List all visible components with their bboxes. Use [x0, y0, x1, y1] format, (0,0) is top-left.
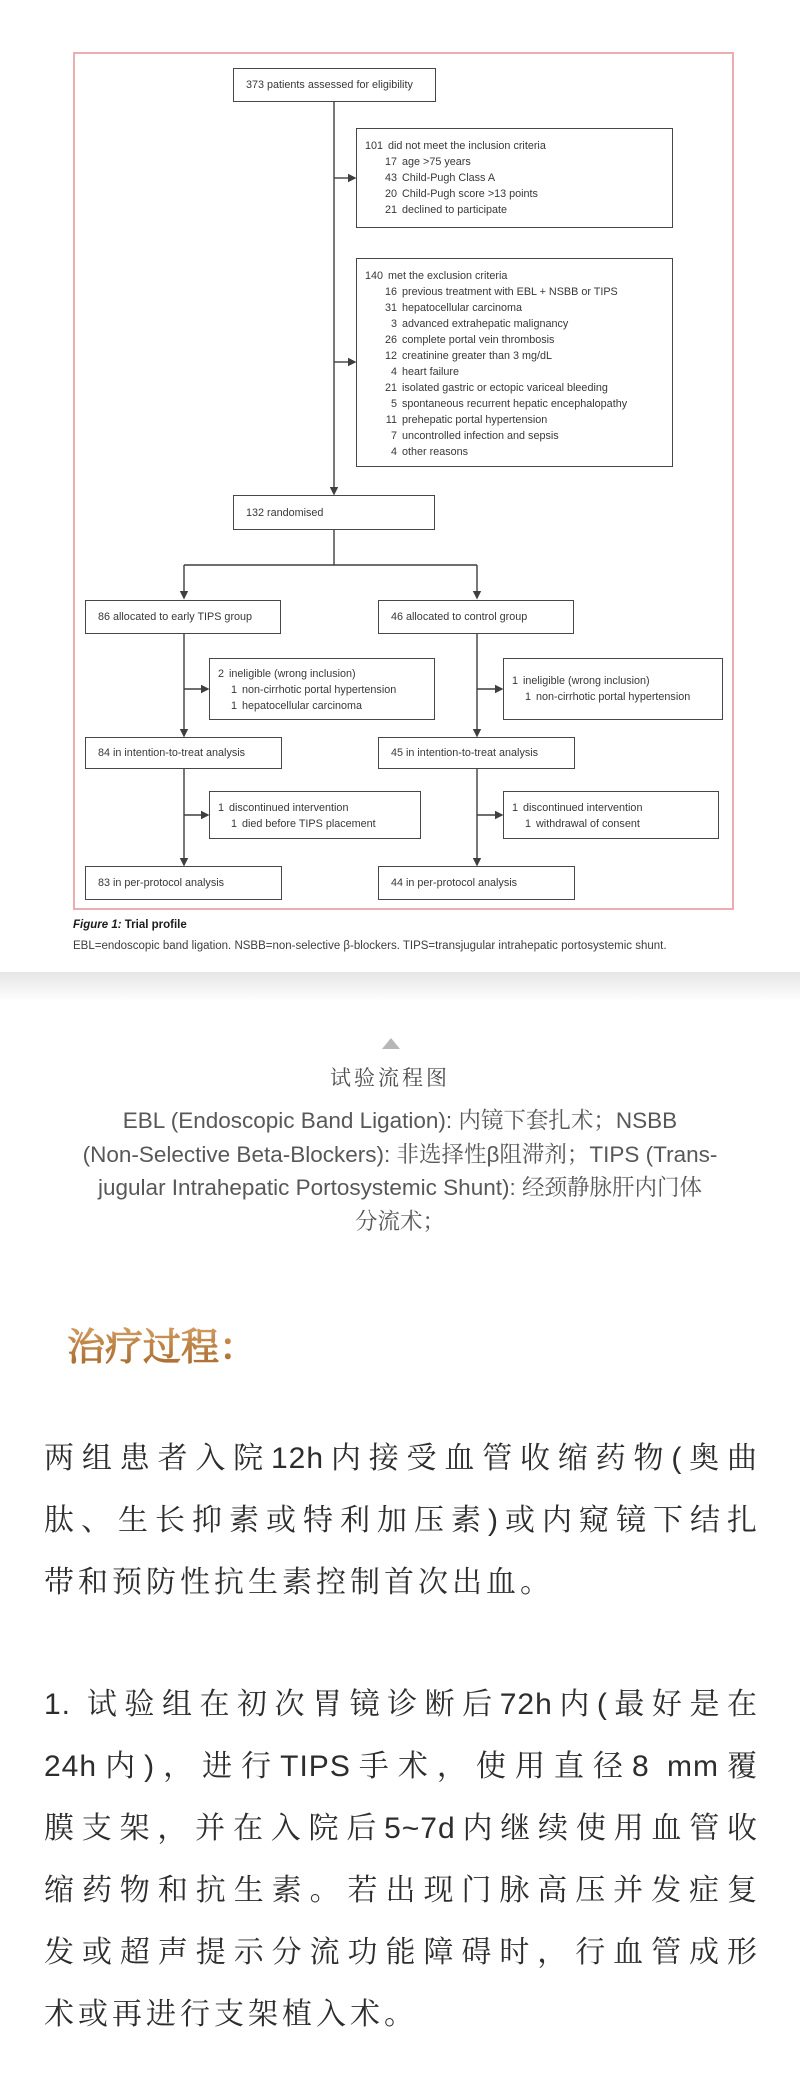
- box-allocated-control-label: 46 allocated to control group: [391, 611, 528, 623]
- stat-text: spontaneous recurrent hepatic encephalopathy: [402, 398, 628, 410]
- collapse-triangle-icon: [382, 1038, 400, 1049]
- section-heading-treatment: 治疗过程：: [67, 1316, 257, 1371]
- stat-text: withdrawal of consent: [536, 818, 640, 830]
- body-paragraph-2: [44, 1674, 758, 2046]
- stat-text: died before TIPS placement: [242, 818, 376, 830]
- stat-text: discontinued intervention: [229, 802, 349, 814]
- flowchart-box-exclusion-criteria: [356, 258, 673, 467]
- stat-text: non-cirrhotic portal hypertension: [242, 684, 397, 696]
- stat-text: previous treatment with EBL + NSBB or TIPS: [402, 286, 618, 298]
- stat-number: 1: [230, 818, 237, 830]
- stat-text: ineligible (wrong inclusion): [523, 675, 650, 687]
- flowchart-box-itt-tips: [85, 737, 282, 769]
- stat-number: 21: [384, 204, 397, 216]
- body-line: 24h内)，进行TIPS手术，使用直径8 mm覆: [44, 1750, 758, 1783]
- flowchart-box-allocated-control: [378, 600, 574, 634]
- stat-text: hepatocellular carcinoma: [242, 700, 363, 712]
- stat-text: advanced extrahepatic malignancy: [402, 318, 569, 330]
- flowchart-box-discontinued-control: [503, 791, 719, 839]
- body-paragraph-1: [44, 1428, 758, 1614]
- flowchart-box-randomised: [233, 495, 435, 530]
- stat-number: 101: [364, 140, 383, 152]
- stat-number: 17: [384, 156, 397, 168]
- stat-number: 1: [217, 802, 224, 814]
- figure-title-cn: 试验流程图: [330, 1067, 450, 1090]
- stat-text: Child-Pugh score >13 points: [402, 188, 538, 200]
- abbreviation-paragraph: [40, 1104, 760, 1238]
- stat-number: 4: [390, 366, 397, 378]
- stat-number: 2: [217, 668, 224, 680]
- stat-number: 140: [364, 270, 383, 282]
- stat-number: 1: [511, 675, 518, 687]
- stat-number: 20: [384, 188, 397, 200]
- stat-text: prehepatic portal hypertension: [402, 414, 548, 426]
- flowchart-box-assessed: [233, 68, 436, 102]
- stat-number: 1: [230, 684, 237, 696]
- stat-text: creatinine greater than 3 mg/dL: [402, 350, 553, 362]
- stat-text: Child-Pugh Class A: [402, 172, 496, 184]
- flowchart-box-ineligible-tips: [209, 658, 435, 720]
- stat-number: 3: [390, 318, 397, 330]
- abbrev-line: jugular Intrahepatic Portosystemic Shunt): 经颈静脉肝内门体: [98, 1175, 702, 1200]
- card-bottom-shadow: [0, 972, 800, 1000]
- box-itt-tips-label: 84 in intention-to-treat analysis: [98, 747, 246, 759]
- body-line: 肽、生长抑素或特利加压素)或内窥镜下结扎: [44, 1504, 758, 1537]
- figure-title: Trial profile: [124, 919, 187, 931]
- figure-trial-profile: [0, 0, 800, 1000]
- body-line: 膜支架，并在入院后5~7d内继续使用血管收: [44, 1812, 758, 1845]
- stat-text: met the exclusion criteria: [388, 270, 508, 282]
- stat-text: declined to participate: [402, 204, 508, 216]
- box-perprotocol-tips-label: 83 in per-protocol analysis: [98, 877, 225, 889]
- figure-caption-title: [73, 919, 187, 931]
- flowchart-box-perprotocol-tips: [85, 866, 282, 900]
- stat-number: 1: [230, 700, 237, 712]
- stat-text: hepatocellular carcinoma: [402, 302, 523, 314]
- flowchart-box-itt-control: [378, 737, 575, 769]
- stat-text: other reasons: [402, 446, 469, 458]
- flowchart-box-allocated-tips: [85, 600, 281, 634]
- stat-text: complete portal vein thrombosis: [402, 334, 555, 346]
- figure-number: Figure 1:: [73, 919, 122, 931]
- stat-text: ineligible (wrong inclusion): [229, 668, 356, 680]
- stat-number: 21: [384, 382, 397, 394]
- flowchart-box-ineligible-control: [503, 658, 723, 720]
- stat-number: 11: [385, 414, 397, 426]
- stat-number: 7: [390, 430, 397, 442]
- stat-number: 43: [384, 172, 397, 184]
- stat-number: 12: [384, 350, 397, 362]
- stat-number: 16: [384, 286, 397, 298]
- body-line: 1. 试验组在初次胃镜诊断后72h内(最好是在: [44, 1688, 758, 1721]
- abbrev-line: 分流术；: [354, 1208, 445, 1234]
- flowchart-box-inclusion-failures: [356, 128, 673, 228]
- stat-text: discontinued intervention: [523, 802, 643, 814]
- box-allocated-tips-label: 86 allocated to early TIPS group: [98, 611, 253, 623]
- flowchart-box-discontinued-tips: [209, 791, 421, 839]
- stat-text: did not meet the inclusion criteria: [388, 140, 546, 152]
- stat-text: age >75 years: [402, 156, 471, 168]
- stat-number: 5: [390, 398, 397, 410]
- abbrev-line: (Non-Selective Beta-Blockers): 非选择性β阻滞剂；TIPS (Trans-: [82, 1141, 718, 1167]
- stat-text: non-cirrhotic portal hypertension: [536, 691, 691, 703]
- stat-number: 1: [524, 818, 531, 830]
- box-perprotocol-control-label: 44 in per-protocol analysis: [391, 877, 518, 889]
- body-line: 缩药物和抗生素。若出现门脉高压并发症复: [44, 1874, 758, 1907]
- box-itt-control-label: 45 in intention-to-treat analysis: [391, 747, 539, 759]
- body-line: 发或超声提示分流功能障碍时，行血管成形: [44, 1936, 758, 1969]
- abbrev-line: EBL (Endoscopic Band Ligation): 内镜下套扎术；NSBB: [122, 1108, 678, 1133]
- box-randomised-label: 132 randomised: [246, 506, 324, 519]
- body-line: 术或再进行支架植入术。: [44, 1998, 418, 2031]
- stat-text: uncontrolled infection and sepsis: [402, 430, 559, 442]
- stat-text: isolated gastric or ectopic variceal bleeding: [402, 382, 608, 394]
- stat-text: heart failure: [402, 366, 460, 378]
- stat-number: 1: [511, 802, 518, 814]
- flowchart-box-perprotocol-control: [378, 866, 575, 900]
- stat-number: 4: [390, 446, 397, 458]
- stat-number: 1: [524, 691, 531, 703]
- stat-number: 26: [384, 334, 397, 346]
- body-line: 两组患者入院12h内接受血管收缩药物(奥曲: [44, 1442, 758, 1475]
- stat-number: 31: [384, 302, 397, 314]
- body-line: 带和预防性抗生素控制首次出血。: [44, 1566, 554, 1599]
- figure-caption-text: EBL=endoscopic band ligation. NSBB=non-selective β-blockers. TIPS=transjugular intrahepatic portosystemic shunt.: [73, 940, 667, 952]
- box-assessed-label: 373 patients assessed for eligibility: [246, 79, 413, 91]
